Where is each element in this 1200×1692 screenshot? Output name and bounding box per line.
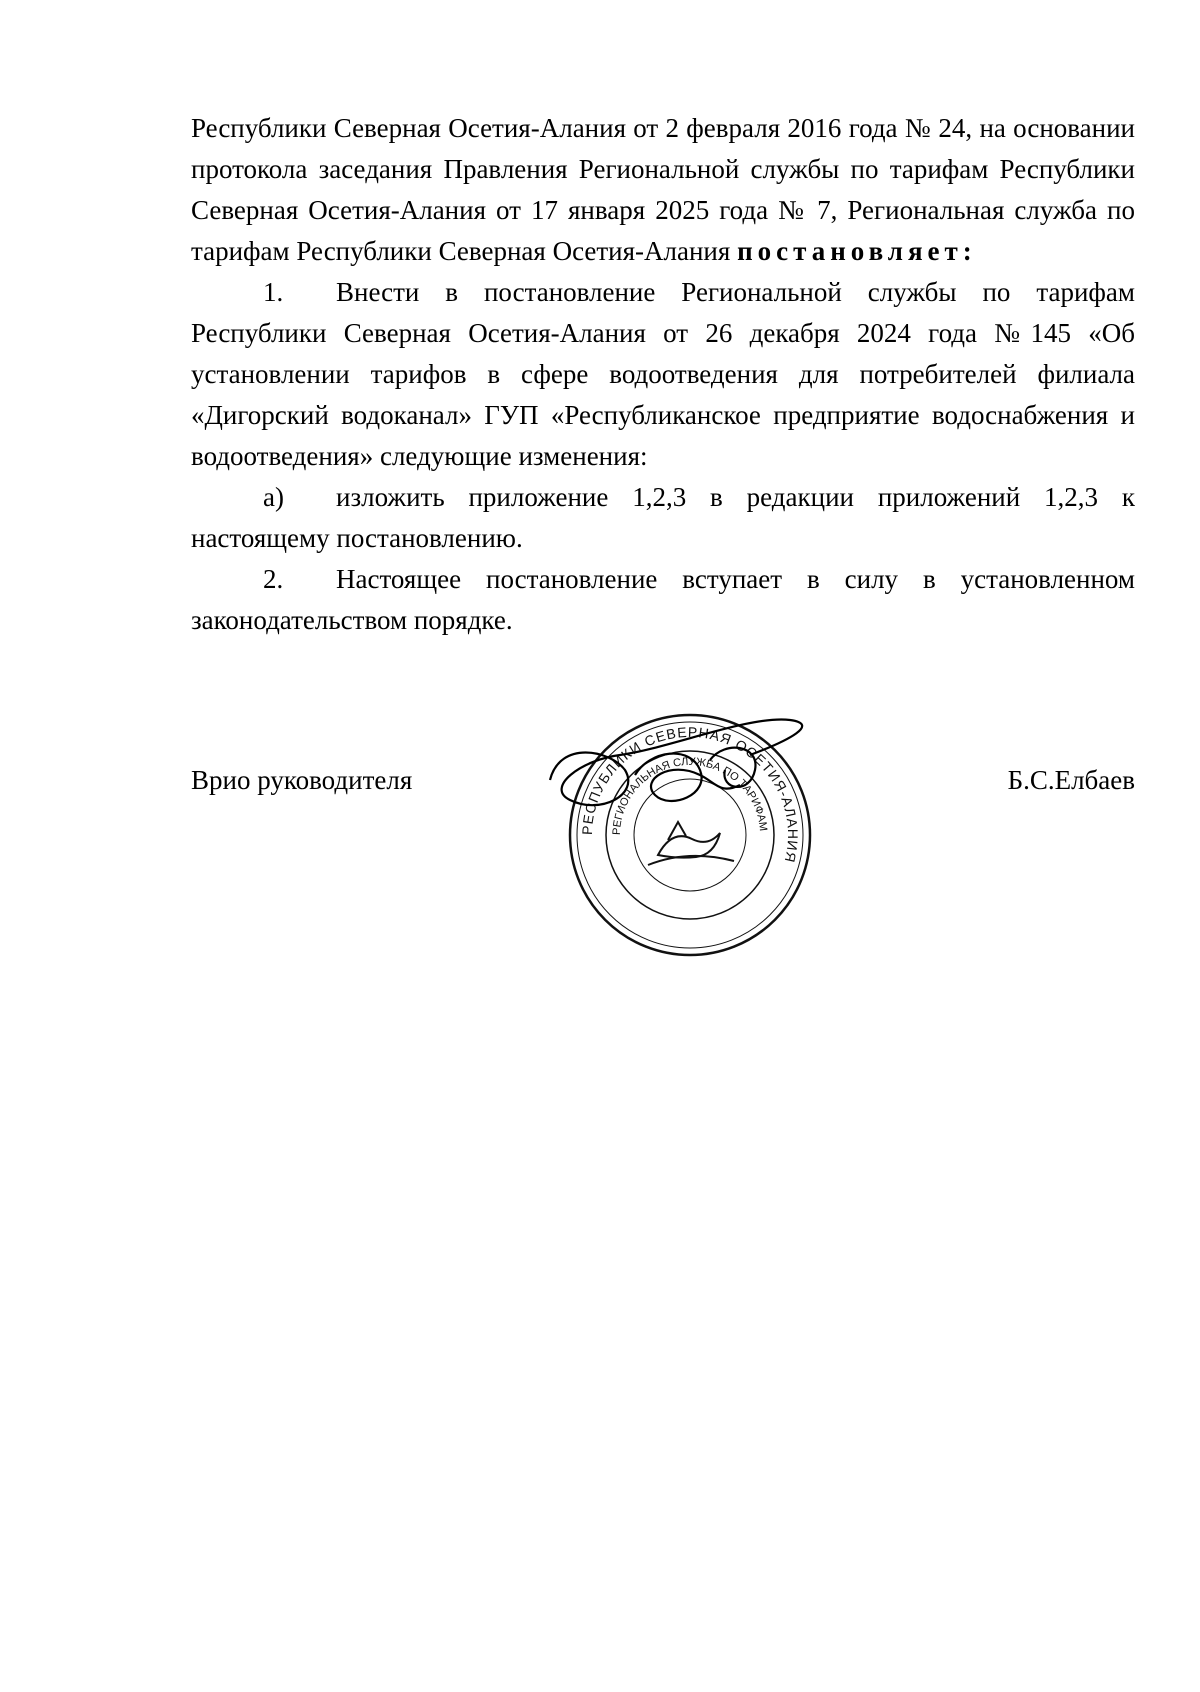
item-a <box>191 477 1135 559</box>
official-stamp <box>540 700 840 960</box>
item-1-number: 1. <box>263 277 284 307</box>
intro-rest: на основании протокола заседания Правления Региональной службы по тарифам Республики Северная Осетия-Алания от 17 января 2025 года № 7, Региональная служба по тарифам Республики Северная Осетия-Алания <box>191 113 1135 266</box>
stamp-rings <box>570 715 810 955</box>
item-2 <box>191 559 1135 641</box>
item-2-text: Настоящее постановление вступает в силу в установленном законодательством порядке. <box>191 564 1135 635</box>
signatory-position: Врио руководителя <box>191 765 413 795</box>
intro-paragraph <box>191 108 1135 272</box>
item-2-number: 2. <box>263 564 284 594</box>
document-body <box>191 108 1135 641</box>
intro-line-1: Республики Северная Осетия-Алания от 2 февраля 2016 года № 24, <box>191 113 973 143</box>
decree-word: постановляет: <box>737 236 977 266</box>
signatory-name: Б.С.Елбаев <box>1007 765 1135 795</box>
item-a-letter: а) <box>263 482 284 512</box>
stamp-emblem <box>648 822 734 865</box>
item-1-text: Внести в постановление Региональной службы по тарифам Республики Северная Осетия-Алания от 26 декабря 2024 года №145 «Об установлении тарифов в сфере водоотведения для потребителей филиала «Дигорский водоканал» ГУП «Республиканское предприятие водоснабжения и водоотведения» следующие изменения: <box>191 277 1135 471</box>
item-a-text: изложить приложение 1,2,3 в редакции приложений 1,2,3 к настоящему постановлению. <box>191 482 1135 553</box>
item-1 <box>191 272 1135 477</box>
stamp-outer-ring-text: РЕСПУБЛИКИ СЕВЕРНАЯ ОСЕТИЯ-АЛАНИЯ <box>578 723 802 865</box>
stamp-inner-ring-text: РЕГИОНАЛЬНАЯ СЛУЖБА ПО ТАРИФАМ <box>610 755 769 836</box>
